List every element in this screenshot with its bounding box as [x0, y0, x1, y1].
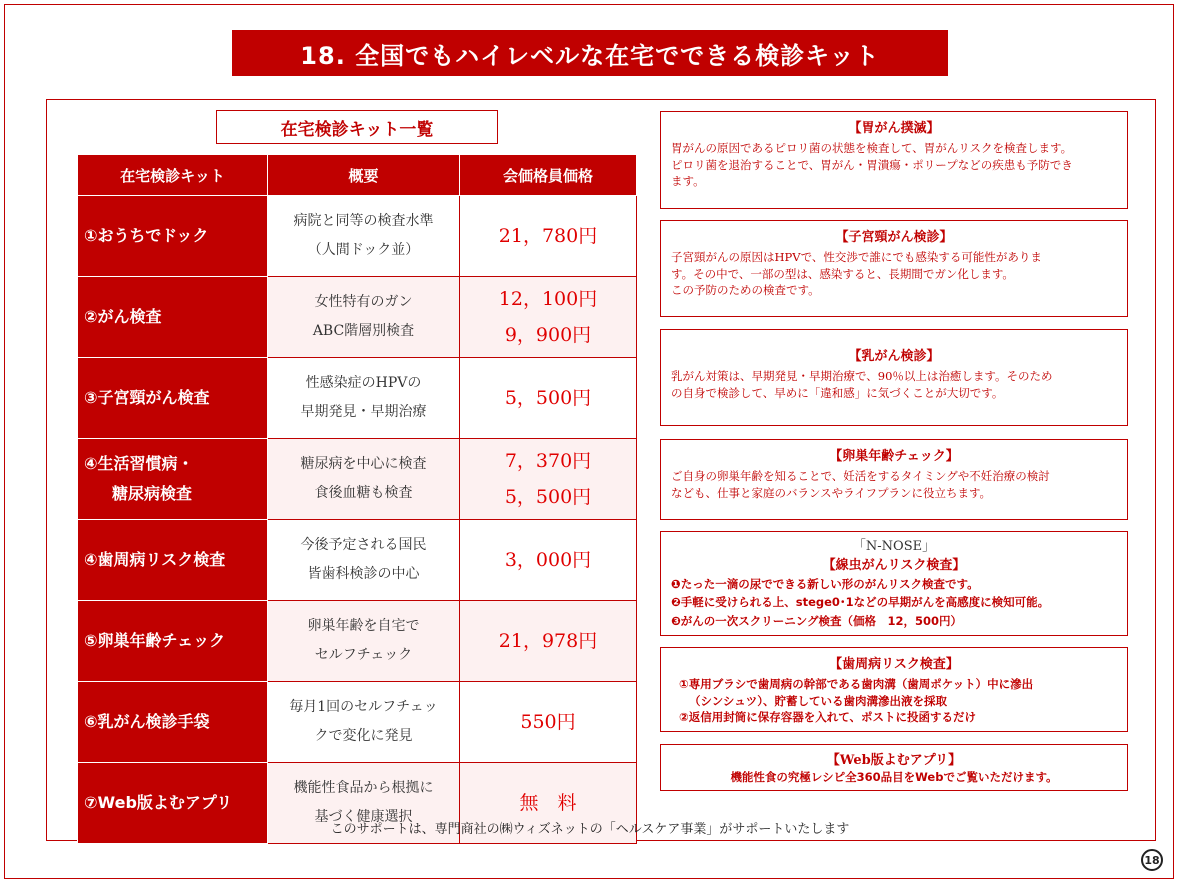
- table-row: [78, 277, 637, 358]
- header-price: 会価格員価格: [460, 155, 637, 196]
- info-box-body: 胃がんの原因であるピロリ菌の状態を検査して、胃がんリスクを検査します。 ピロリ菌を退治することで、胃がん・胃潰瘍・ポリープなどの疾患も予防でき ます。: [671, 141, 1073, 189]
- info-box-body: ご自身の卵巣年齢を知ることで、妊活をするタイミングや不妊治療の検討 なども、仕事と家庭のバランスやライフプランに役立ちます。: [671, 469, 1050, 500]
- info-box-body: 子宮頸がんの原因はHPVで、性交渉で誰にでも感染する可能性がありま す。その中で、一部の型は、感染すると、長期間でガン化します。 この予防のための検査です。: [671, 250, 1042, 298]
- kit-summary: 機能性食品から根拠に 基づく健康選択: [268, 763, 460, 844]
- info-box-heading: 【歯周病リスク検査】: [829, 657, 959, 672]
- kit-summary: 毎月1回のセルフチェッ クで変化に発見: [268, 682, 460, 763]
- info-box-body: ❶たった一滴の尿でできる新しい形のがんリスク検査です。 ❷手軽に受けられる上、stege0･1などの早期がんを高感度に検知可能。 ❸がんの一次スクリーニング検査（価格 12，500円）: [671, 577, 1050, 628]
- kit-summary: 性感染症のHPVの 早期発見・早期治療: [268, 358, 460, 439]
- kit-price: 12，100円 9，900円: [460, 277, 637, 358]
- kit-name: ⑥乳がん検診手袋: [78, 682, 268, 763]
- info-box-heading: 【子宮頸がん検診】: [835, 230, 953, 245]
- kit-list-title: 在宅検診キット一覧: [216, 110, 498, 144]
- kit-price: 3，000円: [460, 520, 637, 601]
- header-summary: 概要: [268, 155, 460, 196]
- info-box-web-app: [660, 744, 1128, 791]
- info-box-cervical-cancer: [660, 220, 1128, 317]
- table-row: [78, 601, 637, 682]
- kit-name: ②がん検査: [78, 277, 268, 358]
- kit-price: 無 料: [460, 763, 637, 844]
- kit-summary: 女性特有のガン ABC階層別検査: [268, 277, 460, 358]
- footer-note: このサポートは、専門商社の㈱ウィズネットの「ヘルスケア事業」がサポートいたします: [330, 822, 850, 837]
- info-box-periodontal: [660, 647, 1128, 732]
- kit-price: 21，780円: [460, 196, 637, 277]
- info-box-body: ①専用ブラシで歯周病の幹部である歯肉溝（歯周ポケット）中に滲出 （シンシュツ）、貯蓄している歯肉溝滲出液を採取 ②返信用封筒に保存容器を入れて、ポストに投函するだけ: [679, 677, 1034, 725]
- kit-name: ④生活習慣病・ 糖尿病検査: [78, 439, 268, 520]
- kit-name: ⑤卵巣年齢チェック: [78, 601, 268, 682]
- info-box-heading: 「N-NOSE」: [852, 539, 936, 554]
- table-row: [78, 520, 637, 601]
- info-box-breast-cancer: [660, 329, 1128, 426]
- kit-summary: 今後予定される国民 皆歯科検診の中心: [268, 520, 460, 601]
- info-box-heading: 【乳がん検診】: [848, 349, 940, 364]
- info-box-ovary-age: [660, 439, 1128, 520]
- kit-summary: 病院と同等の検査水準 （人間ドック並）: [268, 196, 460, 277]
- table-row: [78, 439, 637, 520]
- info-box-n-nose: [660, 531, 1128, 636]
- kit-summary: 糖尿病を中心に検査 食後血糖も検査: [268, 439, 460, 520]
- kit-price: 550円: [460, 682, 637, 763]
- table-row: [78, 196, 637, 277]
- kit-name: ③子宮頸がん検査: [78, 358, 268, 439]
- kit-summary: 卵巣年齢を自宅で セルフチェック: [268, 601, 460, 682]
- kit-price: 7，370円 5，500円: [460, 439, 637, 520]
- table-header-row: [78, 155, 637, 196]
- info-box-body: 機能性食の究極レシピ全360品目をWebでご覧いただけます。: [730, 770, 1058, 784]
- kit-price: 5，500円: [460, 358, 637, 439]
- info-box-body: 乳がん対策は、早期発見・早期治療で、90％以上は治癒します。そのため の自身で検診して、早めに「違和感」に気づくことが大切です。: [671, 369, 1053, 400]
- info-box-heading: 【Web版よむアプリ】: [826, 753, 962, 768]
- info-box-heading: 【卵巣年齢チェック】: [829, 449, 959, 464]
- table-row: [78, 358, 637, 439]
- header-kit: 在宅検診キット: [78, 155, 268, 196]
- info-box-stomach-cancer: [660, 111, 1128, 209]
- info-box-subheading: 【線虫がんリスク検査】: [822, 558, 966, 573]
- kit-table: [77, 154, 637, 844]
- info-box-heading: 【胃がん撲滅】: [848, 121, 940, 136]
- kit-name: ①おうちでドック: [78, 196, 268, 277]
- table-row: [78, 682, 637, 763]
- kit-price: 21，978円: [460, 601, 637, 682]
- kit-name: ⑦Web版よむアプリ: [78, 763, 268, 844]
- kit-name: ④歯周病リスク検査: [78, 520, 268, 601]
- page-number: 18: [1141, 849, 1163, 871]
- page-title: 18. 全国でもハイレベルな在宅でできる検診キット: [232, 30, 948, 76]
